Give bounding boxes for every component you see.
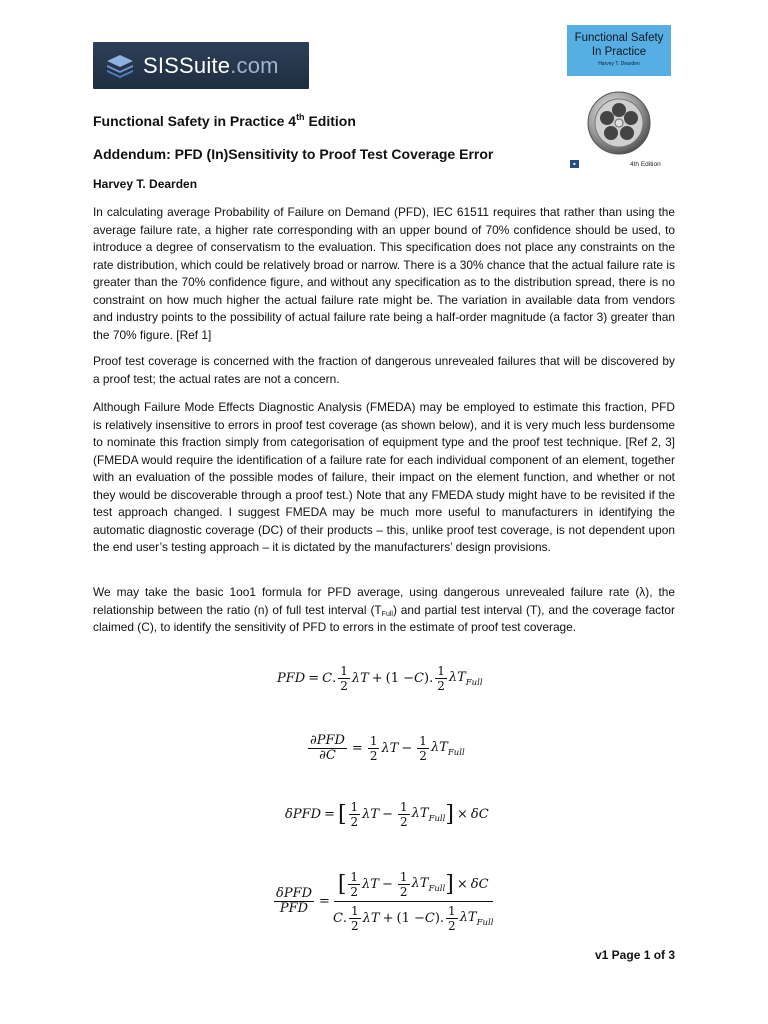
page-footer: v1 Page 1 of 3 [595, 948, 676, 962]
paragraph-formula-intro: We may take the basic 1oo1 formula for PFD average, using dangerous unrevealed failure rate (λ), the relationship between the ratio (n) of full test interval $(T_{Full})$ and partial test interval (T), and the coverage factor claimed (C), to identify the sensitivity of PFD to errors in the estimate of proof test coverage. [93, 585, 676, 634]
book-cover-title: Functional Safety In Practice [574, 32, 664, 58]
author-name: Harvey T. Dearden [93, 177, 198, 191]
paragraph-fmeda: Although Failure Mode Effects Diagnostic Analysis (FMEDA) may be employed to estimate this fraction, PFD is relatively insensitive to errors in proof test coverage (as shown below), and it is very much less burdensome to nominate this fraction simply from categorisation of equipment type and the proof test technique. [Ref 2, 3] (FMEDA would require the identification of a failure rate for each individual component of an element, together with an evaluation of the possible modes of failure, their impact on the element function, and whether or not they would be discoverable through a proof test.) Note that any FMEDA study might have to be revisited if the test approach changed. I suggest FMEDA may be much more useful to manufacturers in identifying the automatic diagnostic coverage (DC) of their products – this, unlike proof test coverage, is not dependent upon the end user’s testing approach – it is dictated by the manufacturers’ design provisions. [93, 400, 675, 554]
equation-relative-error: $\frac{\text{δPFD}}{\text{PFD}}$ = [ $\frac{1}{2}$ λT − $\frac{1}{2}$ $\lambda T_{Full}$ ] × δC C . $\frac{1}{2}$ λT + (1 − C ). $\frac{1}{2}$ $\lambda T_{Full}$ [276, 870, 494, 933]
book-cover-banner [567, 25, 671, 76]
wheel-graphic-icon [584, 90, 654, 156]
book-cover-edition: 4th Edition [630, 161, 661, 168]
document-title: Functional Safety in Practice 4th Edition [93, 112, 356, 129]
book-cover-author: Harvey T. Dearden [598, 61, 640, 67]
stacked-layers-icon [105, 53, 135, 79]
equation-delta-pfd: δPFD = [ $\frac{1}{2}$ λT − $\frac{1}{2}$ $\lambda T_{Full}$ ] × δC [285, 800, 489, 829]
equation-partial-derivative: $\frac{\text{∂PFD}}{\partial C}$ = $\frac{1}{2}$ λT − $\frac{1}{2}$ $\lambda T_{Full}$ [310, 733, 465, 763]
logo-wordmark: SISSuite.com [143, 52, 279, 78]
publisher-mark-icon: ■ [570, 160, 579, 168]
sissuite-logo[interactable] [93, 42, 309, 89]
document-subtitle: Addendum: PFD (In)Sensitivity to Proof Test Coverage Error [93, 146, 494, 162]
equation-pfd: PFD = C . $\frac{1}{2}$ λT + (1 − C ). $\frac{1}{2}$ $\lambda T_{Full}$ [277, 664, 483, 693]
paragraph-proof-test-coverage: Proof test coverage is concerned with the fraction of dangerous unrevealed failures that will be discovered by a proof test; the actual rates are not a concern. [93, 354, 675, 386]
paragraph-pfd-intro: In calculating average Probability of Failure on Demand (PFD), IEC 61511 requires that rather than using the average failure rate, a higher rate corresponding with an upper bound of 70% confidence should be used, to introduce a degree of conservatism to the evaluation. This specification does not place any constraints on the rate distribution, which could be relatively broad or narrow. There is a 30% chance that the actual failure rate is greater than the 70% confidence figure, and without any specification as to the distribution spread, there is no constraint on how much higher the actual failure rate might be. The variation in available data from vendors and industry points to the possibility of actual failure rate being a half-order magnitude (a factor 3) greater than the 70% figure. [Ref 1] [93, 205, 675, 342]
